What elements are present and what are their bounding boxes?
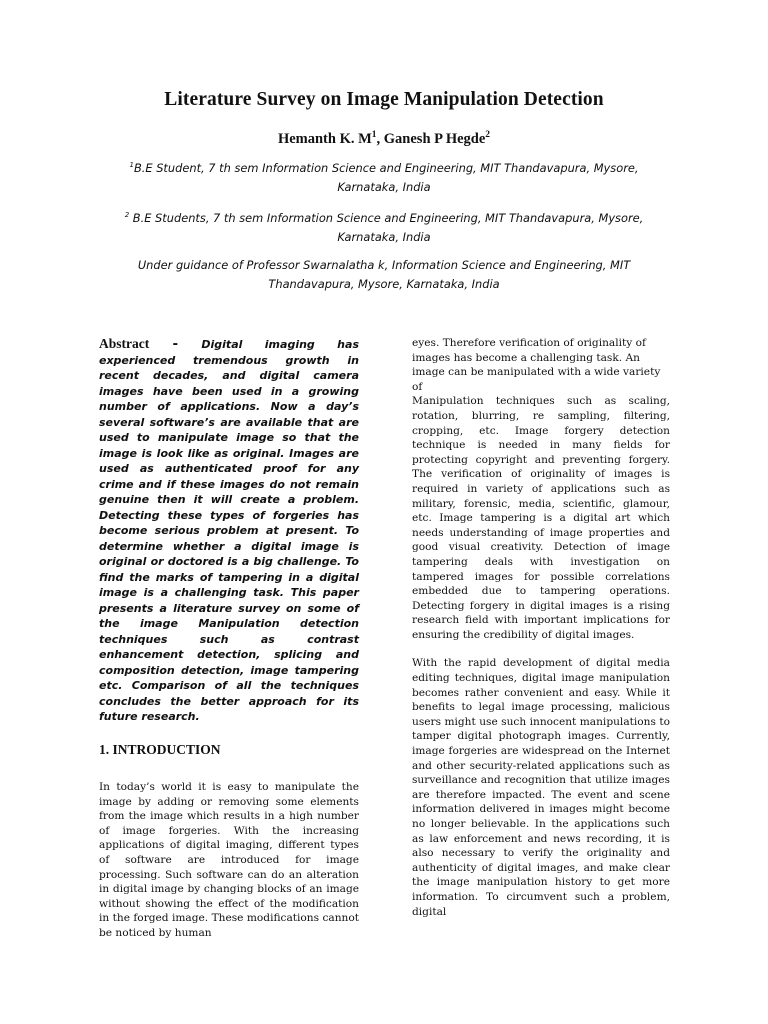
affiliation-2-mark: 2 bbox=[124, 211, 130, 219]
right-column bbox=[412, 336, 670, 919]
author-separator: , bbox=[376, 130, 384, 147]
left-column bbox=[99, 336, 359, 941]
introduction-paragraph: In today’s world it is easy to manipulate the image by adding or removing some elements from the image which results in a high number of image forgeries. With the increasing applications of digital imaging, different types of software are introduced for image processing. Such software can do an alteration in digital image by changing blocks of an image without showing the effect of the modification in the forged image. These modifications cannot be noticed by human bbox=[99, 781, 359, 940]
paragraph-continued: eyes. Therefore verification of originality of images has become a challenging task. An image can be manipulated with a wide variety of bbox=[412, 337, 661, 393]
author-2-affiliation-mark: 2 bbox=[485, 130, 491, 140]
affiliation-1-mark: 1 bbox=[129, 161, 134, 169]
paper-title: Literature Survey on Image Manipulation Detection bbox=[164, 89, 604, 110]
abstract-text: Digital imaging has experienced tremendous growth in recent decades, and digital camera images have been used in a growing number of applications. Now a day’s several software’s are available that are used to manipulate image so that the image is look like as original. Images are used as authenticated proof for any crime and if these images do not remain genuine then it will create a problem. Detecting these types of forgeries has become serious problem at present. To determine whether a digital image is original or doctored is a big challenge. To find the marks of tampering in a digital image is a challenging task. This paper presents a literature survey on some of the image Manipulation detection techniques such as contrast enhancement detection, splicing and composition detection, image tampering etc. Comparison of all the techniques concludes the better approach for its future research. bbox=[99, 338, 359, 723]
abstract bbox=[99, 336, 359, 725]
affiliation-1 bbox=[110, 156, 658, 197]
abstract-dash: - bbox=[149, 336, 202, 352]
affiliation-2-text: B.E Students, 7 th sem Information Science and Engineering, MIT Thandavapura, Mysore, Karnataka, India bbox=[129, 210, 644, 244]
affiliation-2 bbox=[110, 206, 658, 247]
author-1: Hemanth K. M bbox=[277, 130, 372, 147]
section-heading-introduction: 1. INTRODUCTION bbox=[99, 741, 221, 757]
author-2: Ganesh P Hegde bbox=[383, 130, 486, 147]
affiliation-1-text: B.E Student, 7 th sem Information Science and Engineering, MIT Thandavapura, Mysore, Karnataka, India bbox=[133, 160, 639, 194]
abstract-label: Abstract bbox=[99, 336, 150, 351]
author-line bbox=[0, 130, 768, 148]
paragraph-digital-media: With the rapid development of digital media editing techniques, digital image manipulation becomes rather convenient and easy. While it benefits to legal image processing, malicious users might use such innocent manipulations to tamper digital photograph images. Currently, image forgeries are widespread on the Internet and other security-related applications such as surveillance and recognition that utilize images are therefore impacted. The event and scene information delivered in images might become no longer believable. In the applications such as law enforcement and news recording, it is also necessary to verify the originality and authenticity of digital images, and make clear the image manipulation history to get more information. To circumvent such a problem, digital bbox=[412, 657, 670, 918]
author-1-affiliation-mark: 1 bbox=[371, 130, 377, 140]
paragraph-manipulation-techniques: Manipulation techniques such as scaling, rotation, blurring, re sampling, filtering, cropping, etc. Image forgery detection technique is needed in many fields for protecting copyright and preventing forgery. The verification of originality of images is required in variety of applications such as military, forensic, media, scientific, glamour, etc. Image tampering is a digital art which needs understanding of image properties and good visual creativity. Detection of image tampering deals with investigation on tampered images for possible correlations embedded due to tampering operations. Detecting forgery in digital images is a rising research field with important implications for ensuring the credibility of digital images. bbox=[412, 395, 670, 641]
guidance-note: Under guidance of Professor Swarnalatha k, Information Science and Engineering, MIT Thandavapura, Mysore, Karnataka, India bbox=[137, 258, 631, 291]
